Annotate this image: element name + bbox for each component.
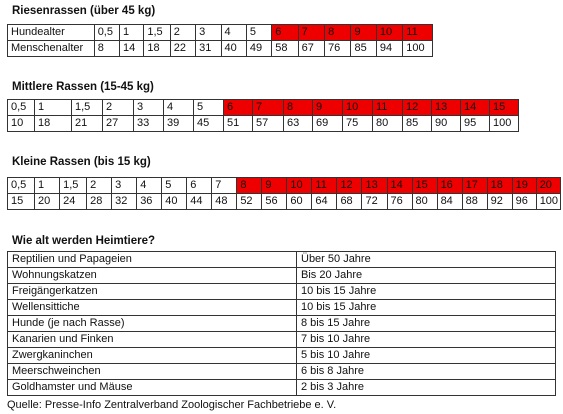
table-cell: 4 — [137, 178, 162, 194]
table-row — [8, 25, 433, 41]
table-cell: 13 — [362, 178, 387, 194]
pet-lifespan-cell: 2 bis 3 Jahre — [297, 380, 556, 396]
table-cell: 17 — [462, 178, 487, 194]
table-cell: 94 — [376, 41, 402, 57]
table-cell: 7 — [212, 178, 237, 194]
table-cell: 85 — [351, 41, 376, 57]
table-cell: 100 — [490, 116, 519, 132]
table-cell: 19 — [512, 178, 536, 194]
table-cell: 100 — [536, 194, 560, 210]
table-cell: 45 — [194, 116, 224, 132]
table-cell: 2 — [87, 178, 112, 194]
pet-lifespan-cell: 10 bis 15 Jahre — [297, 300, 556, 316]
table-cell: 10 — [287, 178, 312, 194]
table-cell: 18 — [487, 178, 512, 194]
table-cell: 92 — [487, 194, 512, 210]
table-cell: 1,5 — [144, 25, 170, 41]
pet-lifespan-cell: 8 bis 15 Jahre — [297, 316, 556, 332]
table-riesenrassen — [7, 24, 433, 57]
table-cell: 1,5 — [60, 178, 87, 194]
table-cell: 2 — [103, 100, 134, 116]
table-cell: 9 — [313, 100, 343, 116]
table-cell: 9 — [262, 178, 287, 194]
table-cell: 68 — [337, 194, 362, 210]
pet-name-cell: Hunde (je nach Rasse) — [8, 316, 297, 332]
table-cell: 84 — [437, 194, 462, 210]
table-cell: 60 — [287, 194, 312, 210]
table-cell: 3 — [134, 100, 164, 116]
table-row — [8, 116, 519, 132]
table-cell: 44 — [187, 194, 212, 210]
pet-name-cell: Zwergkaninchen — [8, 348, 297, 364]
table-cell: 1 — [120, 25, 144, 41]
table-cell: 24 — [60, 194, 87, 210]
pet-lifespan-cell: Über 50 Jahre — [297, 252, 556, 268]
table-cell: 14 — [120, 41, 144, 57]
table-row — [8, 316, 556, 332]
table-cell: 63 — [284, 116, 313, 132]
table-row — [8, 284, 556, 300]
table-cell: 2 — [170, 25, 195, 41]
table-cell: 16 — [437, 178, 462, 194]
table-cell: 27 — [103, 116, 134, 132]
table-cell: 5 — [246, 25, 271, 41]
section-title-mittlere-rassen: Mittlere Rassen (15-45 kg) — [12, 81, 154, 93]
source-note: Quelle: Presse-Info Zentralverband Zoologischer Fachbetriebe e. V. — [7, 399, 337, 411]
table-cell: 12 — [403, 100, 432, 116]
table-mittlere-rassen — [7, 99, 519, 132]
pet-name-cell: Reptilien und Papageien — [8, 252, 297, 268]
table-cell: 8 — [284, 100, 313, 116]
pet-lifespan-cell: 10 bis 15 Jahre — [297, 284, 556, 300]
table-cell: 3 — [112, 178, 137, 194]
table-cell: 57 — [253, 116, 284, 132]
table-cell: 15 — [490, 100, 519, 116]
table-row — [8, 348, 556, 364]
table-cell: 36 — [137, 194, 162, 210]
table-cell: 0,5 — [8, 178, 35, 194]
section-title-riesenrassen: Riesenrassen (über 45 kg) — [12, 5, 156, 17]
table-cell: 48 — [212, 194, 237, 210]
table-cell: 8 — [237, 178, 262, 194]
table-cell: 3 — [196, 25, 221, 41]
table-cell: 0,5 — [8, 100, 35, 116]
table-cell: 11 — [312, 178, 337, 194]
table-cell: 18 — [144, 41, 170, 57]
table-cell: 1 — [35, 100, 72, 116]
table-cell: 8 — [325, 25, 351, 41]
table-cell: 15 — [8, 194, 35, 210]
table-cell: 9 — [351, 25, 376, 41]
table-cell: 1,5 — [72, 100, 103, 116]
table-cell: 95 — [461, 116, 490, 132]
pets-section-title: Wie alt werden Heimtiere? — [12, 235, 156, 247]
pet-lifespan-cell: Bis 20 Jahre — [297, 268, 556, 284]
table-row — [8, 364, 556, 380]
table-cell: 100 — [403, 41, 433, 57]
table-cell: 96 — [512, 194, 536, 210]
table-cell: 8 — [94, 41, 119, 57]
pet-lifespan-cell: 6 bis 8 Jahre — [297, 364, 556, 380]
table-cell: 56 — [262, 194, 287, 210]
table-cell: 11 — [373, 100, 403, 116]
table-cell: 75 — [343, 116, 373, 132]
table-row — [8, 41, 433, 57]
table-cell: 88 — [462, 194, 487, 210]
table-cell: 10 — [8, 116, 35, 132]
table-kleine-rassen — [7, 177, 561, 210]
table-cell: 18 — [35, 116, 72, 132]
table-cell: 5 — [194, 100, 224, 116]
table-cell: 33 — [134, 116, 164, 132]
pet-name-cell: Freigängerkatzen — [8, 284, 297, 300]
table-cell: 12 — [337, 178, 362, 194]
pet-name-cell: Wohnungskatzen — [8, 268, 297, 284]
section-title-kleine-rassen: Kleine Rassen (bis 15 kg) — [12, 156, 151, 168]
table-cell: 67 — [298, 41, 324, 57]
table-cell: 40 — [221, 41, 246, 57]
table-cell: 32 — [112, 194, 137, 210]
table-cell: 6 — [272, 25, 298, 41]
table-cell: 21 — [72, 116, 103, 132]
table-cell: 13 — [432, 100, 461, 116]
table-cell: 20 — [35, 194, 60, 210]
pet-name-cell: Kanarien und Finken — [8, 332, 297, 348]
table-cell: 20 — [536, 178, 560, 194]
table-cell: 7 — [298, 25, 324, 41]
table-cell: 80 — [412, 194, 437, 210]
table-row — [8, 268, 556, 284]
table-cell: 15 — [412, 178, 437, 194]
pet-lifespan-cell: 5 bis 10 Jahre — [297, 348, 556, 364]
table-cell: 1 — [35, 178, 60, 194]
table-cell: 90 — [432, 116, 461, 132]
table-cell: 11 — [403, 25, 433, 41]
table-cell: 39 — [164, 116, 194, 132]
table-cell: 14 — [387, 178, 412, 194]
table-cell: Hundealter — [8, 25, 95, 41]
table-cell: 72 — [362, 194, 387, 210]
table-cell: Menschenalter — [8, 41, 95, 57]
table-cell: 31 — [196, 41, 221, 57]
table-row — [8, 332, 556, 348]
table-cell: 85 — [403, 116, 432, 132]
pet-name-cell: Goldhamster und Mäuse — [8, 380, 297, 396]
pet-name-cell: Wellensittiche — [8, 300, 297, 316]
table-cell: 69 — [313, 116, 343, 132]
table-row — [8, 178, 561, 194]
pet-name-cell: Meerschweinchen — [8, 364, 297, 380]
table-cell: 49 — [246, 41, 271, 57]
table-cell: 0,5 — [94, 25, 119, 41]
table-row — [8, 252, 556, 268]
table-cell: 64 — [312, 194, 337, 210]
pet-lifespan-cell: 7 bis 10 Jahre — [297, 332, 556, 348]
table-cell: 51 — [224, 116, 253, 132]
table-cell: 6 — [187, 178, 212, 194]
table-row — [8, 100, 519, 116]
table-cell: 52 — [237, 194, 262, 210]
pets-lifespan-table — [7, 251, 556, 396]
table-cell: 10 — [343, 100, 373, 116]
table-cell: 76 — [387, 194, 412, 210]
table-cell: 80 — [373, 116, 403, 132]
table-cell: 76 — [325, 41, 351, 57]
table-row — [8, 194, 561, 210]
table-cell: 4 — [164, 100, 194, 116]
table-cell: 5 — [162, 178, 187, 194]
table-row — [8, 380, 556, 396]
table-cell: 28 — [87, 194, 112, 210]
table-cell: 40 — [162, 194, 187, 210]
table-cell: 14 — [461, 100, 490, 116]
table-cell: 6 — [224, 100, 253, 116]
table-row — [8, 300, 556, 316]
table-cell: 4 — [221, 25, 246, 41]
table-cell: 10 — [376, 25, 402, 41]
table-cell: 58 — [272, 41, 298, 57]
table-cell: 7 — [253, 100, 284, 116]
table-cell: 22 — [170, 41, 195, 57]
